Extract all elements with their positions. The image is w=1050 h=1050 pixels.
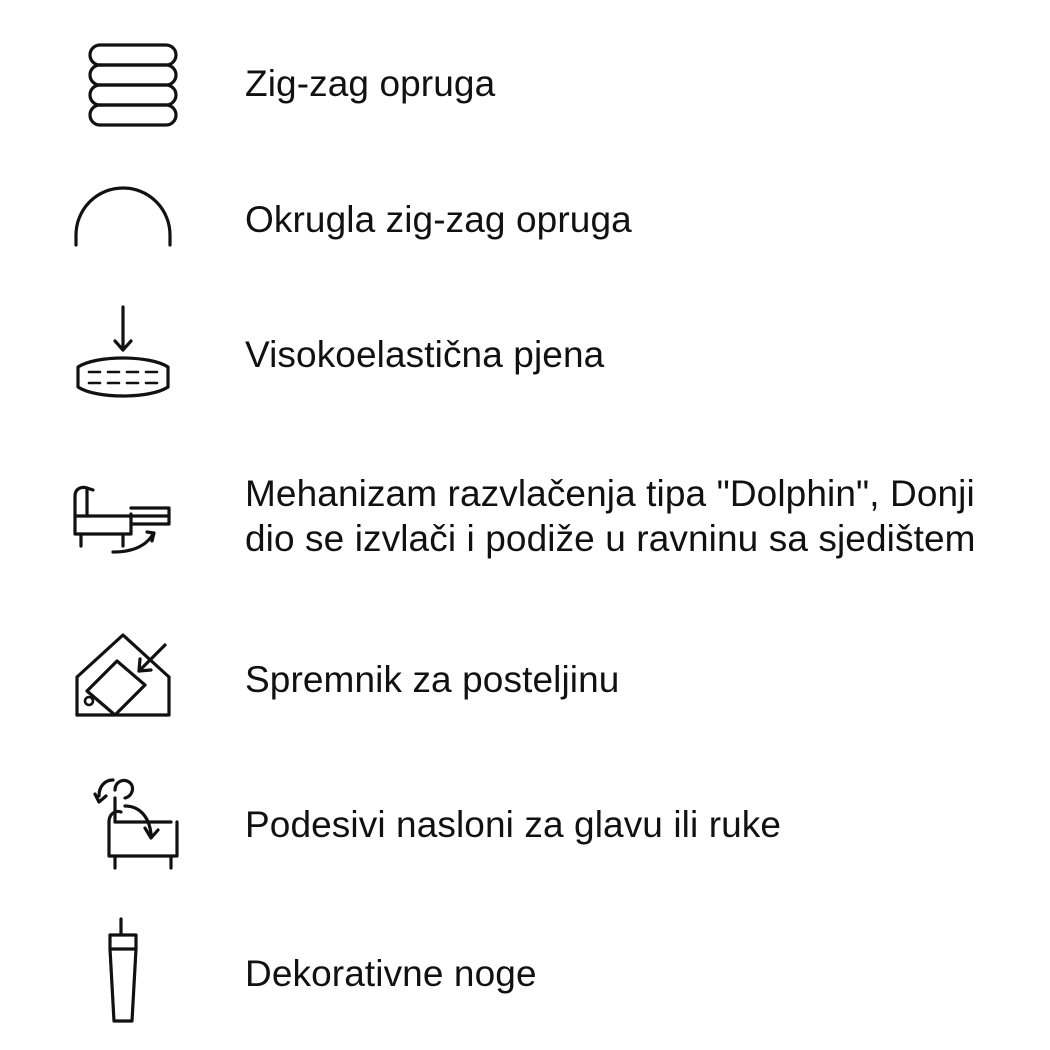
icon-cell xyxy=(0,19,245,149)
list-item-label: Podesivi nasloni za glavu ili ruke xyxy=(245,804,782,846)
list-item xyxy=(0,607,1050,752)
round-zigzag-spring-icon xyxy=(58,165,188,275)
list-item xyxy=(0,12,1050,155)
bedding-storage-icon xyxy=(53,619,193,739)
list-item-label: Dekorativne noge xyxy=(245,953,537,995)
zigzag-spring-icon xyxy=(58,19,188,149)
icon-cell xyxy=(0,456,245,576)
icon-cell xyxy=(0,287,245,422)
list-item-label: Okrugla zig-zag opruga xyxy=(245,199,632,241)
icon-cell xyxy=(0,165,245,275)
dolphin-mechanism-icon xyxy=(53,456,193,576)
list-item xyxy=(0,752,1050,897)
decorative-legs-icon xyxy=(58,909,188,1039)
icon-cell xyxy=(0,619,245,739)
icon-cell xyxy=(0,760,245,890)
list-item xyxy=(0,284,1050,425)
list-item-label: Mehanizam razvlačenja tipa "Dolphin", Donji dio se izvlači i podiže u ravninu sa sjedištem xyxy=(245,473,976,560)
list-item-label: Spremnik za posteljinu xyxy=(245,658,620,700)
list-item xyxy=(0,897,1050,1050)
high-elastic-foam-icon xyxy=(58,287,188,422)
list-item xyxy=(0,425,1050,606)
list-item-label: Zig-zag opruga xyxy=(245,63,496,105)
list-item-label: Visokoelastična pjena xyxy=(245,334,605,376)
list-item xyxy=(0,155,1050,284)
icon-cell xyxy=(0,909,245,1039)
adjustable-headrest-icon xyxy=(53,760,193,890)
